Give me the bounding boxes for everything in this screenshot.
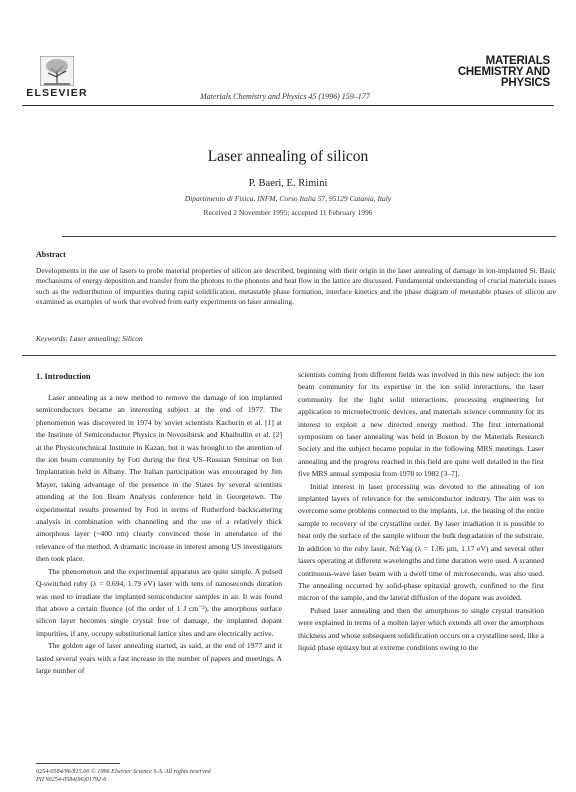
keywords: Keywords: Laser annealing; Silicon	[36, 334, 143, 343]
journal-title-line: PHYSICS	[500, 77, 550, 89]
body-paragraph: The golden age of laser annealing started, as said, at the end of 1977 and it lasted several years with a fast increase in the number of papers and meetings. A large number of	[36, 641, 282, 675]
body-paragraph: The phenomenon and the experimental apparatus are quite simple. A pulsed Q-switched ruby (λ = 0.694, 1.79 eV) laser with tens of nanoseconds duration was used to irradiate the implanted semiconductor samples in air. It was found that above a certain fluence (of the order of 1 J cm⁻²), the amorphous surface silicon layer becomes single crystal free of damage, the implanted dopant impurities, if any, occupy substitutional lattice sites and are electrically active.	[36, 566, 282, 638]
abstract-heading: Abstract	[36, 250, 66, 259]
header-divider	[22, 105, 554, 106]
body-paragraph: scientists coming from different fields was involved in this new subject: the ion beam community for its expertise in the ion solid interactions, the laser community for the light solid interactions, processing engineering for application to microelectronic devices, and materials science community for its interest to exploit a new directed energy method. The first international symposium on laser annealing was held in Boston by the Materials Research Society and the subject became popular in the following MRS meetings. Laser annealing and the progress reached in this field are quite well detailed in the first five MRS annual symposia from 1978 to 1982 [3–7].	[298, 370, 544, 479]
section-heading: 1. Introduction	[36, 371, 91, 381]
right-column	[298, 369, 544, 654]
publisher-logo	[22, 56, 92, 100]
received-dates: Received 2 November 1995; accepted 11 February 1996	[203, 208, 373, 217]
footer-divider	[36, 763, 120, 764]
abstract-text: Developments in the use of lasers to probe material properties of silicon are described, beginning with their origin in the laser annealing of damage in ion-implanted Si. Basic mechanisms of energy deposition and transfer from the photons to the phonons and heat flow in the lattice are discussed. Fundamental understanding of crucial materials issues such as the redistribution of impurities during rapid solidification, metastable phase formation, interface kinetics and the phase diagram of metastable phases of silicon are examined as examples of work that evolved from early experiments on laser annealing.	[36, 266, 556, 306]
author-affiliation: Dipartimento di Fisica, INFM, Corso Italia 57, 95129 Catania, Italy	[184, 194, 392, 203]
article-title: Laser annealing of silicon	[207, 148, 369, 165]
keywords-divider	[22, 355, 556, 356]
journal-title-line: MATERIALS	[485, 55, 550, 67]
body-paragraph: Initial interest in laser processing was devoted to the annealing of ion implanted layers of relevance for the semiconductor industry. The aim was to overcome some problems connected to the implants, i.e. the heating of the entire sample to recovery of the crystalline order. By laser irradiation it is possible to heat only the surface of the sample without the bulk degradation of the substrate. In addition to the ruby laser, Nd:Yag (λ = 1.06 µm, 1.17 eV) and several other lasers operating at different wavelengths and time duration were used. A scanned continuous-wave laser beam with a dwell time of microseconds, was also used. The annealing occurred by solid-phase epitaxial growth, confined to the first micron of the sample, and the lateral diffusion of the dopant was avoided.	[298, 481, 544, 603]
journal-citation: Materials Chemistry and Physics 45 (1996) 159–177	[200, 92, 370, 101]
pii-line: PII S0254-0584(96)01792-6	[36, 776, 107, 784]
publisher-name: ELSEVIER	[26, 87, 88, 99]
body-paragraph: Laser annealing as a new method to remove the damage of ion implanted semiconductors became an interesting subject at the end of 1977. The phenomenon was discovered in 1974 by soviet scientists Kachurin et al. [1] at the Institute of Semiconductor Physics in Novosibirsk and Khaibullin et al. [2] at the Physicotechnical Institute in Kazan, but it was brought to the attention of the ion beam community by Foti during the first US–Russian Seminar on Ion Implantation held in Albany. The Italian participation was encouraged by Jim Mayer, taking advantage of the presence in the States by several scientists attending at the Ion Beam Analysis conference held in Georgetown. The experimental results presented by Foti in terms of Rutherford backscattering analysis in combination with channeling and the use of a relatively thick amorphous layer (~400 nm) clearly convinced those in attendance of the relevance of the method. A dramatic increase in interest among US investigators then took place.	[36, 393, 282, 564]
left-column	[36, 392, 282, 677]
journal-title-line: CHEMISTRY AND	[457, 66, 550, 78]
body-paragraph: Pulsed laser annealing and then the amorphous to single crystal transition were explained in terms of a molten layer which extends all over the amorphous thickness and whose subsequent solidification occurs on a crystalline seed, like a liquid phase epitaxy but at extreme conditions owing to the	[298, 605, 544, 652]
article-authors: P. Baeri, E. Rimini	[248, 178, 328, 189]
abstract-divider	[62, 236, 556, 237]
copyright-footer	[36, 768, 211, 785]
elsevier-tree-logo-icon	[40, 56, 74, 86]
copyright-line: 0254-0584/96/$15.00 © 1996 Elsevier Science S.A. All rights reserved	[36, 768, 211, 775]
journal-title	[458, 56, 550, 89]
